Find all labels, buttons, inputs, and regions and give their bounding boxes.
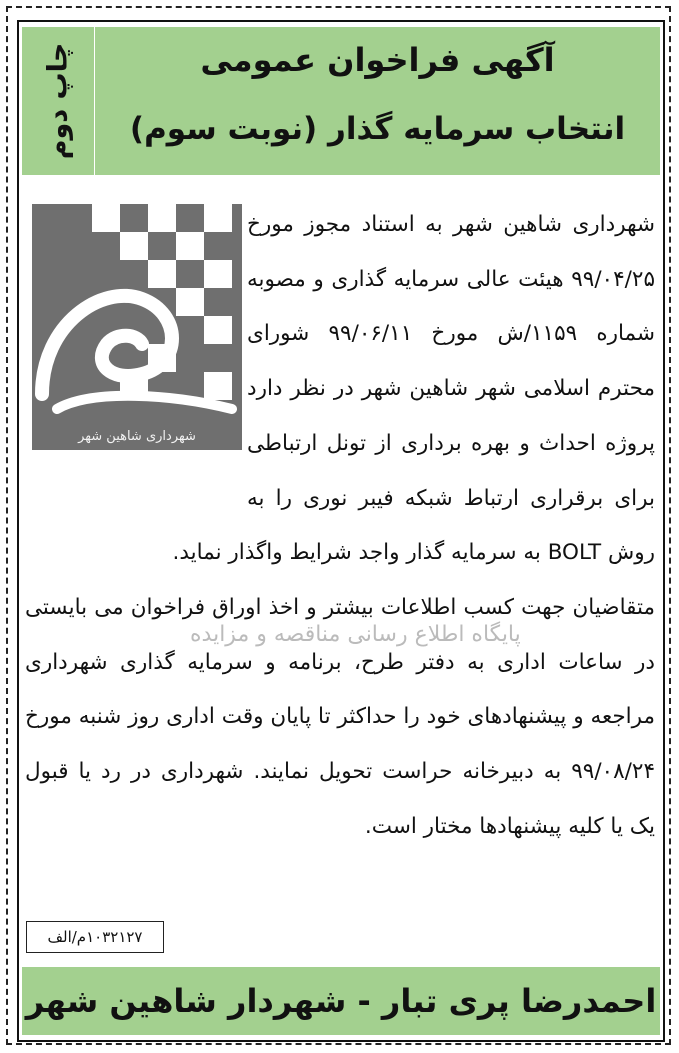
notice-code: ۱۰۳۲۱۲۷م/الف xyxy=(26,921,164,953)
notice-body xyxy=(25,198,655,854)
signature: احمدرضا پری تبار - شهردار شاهین شهر xyxy=(25,982,657,1020)
watermark-text: پایگاه اطلاع رسانی مناقصه و مزایده xyxy=(190,622,521,647)
notice-subtitle: انتخاب سرمایه گذار (نوبت سوم) xyxy=(129,111,626,147)
notice-title: آگهی فراخوان عمومی xyxy=(200,41,555,79)
edition-badge xyxy=(22,27,94,175)
notice-footer xyxy=(22,967,660,1035)
body-paragraph-2: متقاضیان جهت کسب اطلاعات بیشتر و اخذ اوراق فراخوان می بایستی در ساعات اداری به دفتر طرح، برنامه و سرمایه گذاری شهرداری مراجعه و پیشنهادهای خود را حداکثر تا پایان وقت اداری روز شنبه مورخ ۹۹/۰۸/۲۴ به دبیرخانه حراست تحویل نمایند. شهرداری در رد یا قبول یک یا کلیه پیشنهادها مختار است. xyxy=(25,594,655,839)
notice-header xyxy=(95,27,660,175)
edition-label: چاپ دوم xyxy=(42,42,74,160)
logo-space xyxy=(25,198,247,518)
body-paragraph-1: شهرداری شاهین شهر به استناد مجوز مورخ ۹۹/۰۴/۲۵ هیئت عالی سرمایه گذاری و مصوبه شماره ۱۱۵۹/ش مورخ ۹۹/۰۶/۱۱ شورای محترم اسلامی شهر شاهین شهر در نظر دارد پروژه احداث و بهره برداری از تونل ارتباطی برای برقراری ارتباط شبکه فیبر نوری را به روش BOLT به سرمایه گذار واجد شرایط واگذار نماید. xyxy=(172,212,655,566)
logo-caption: شهرداری شاهین شهر xyxy=(78,429,196,444)
